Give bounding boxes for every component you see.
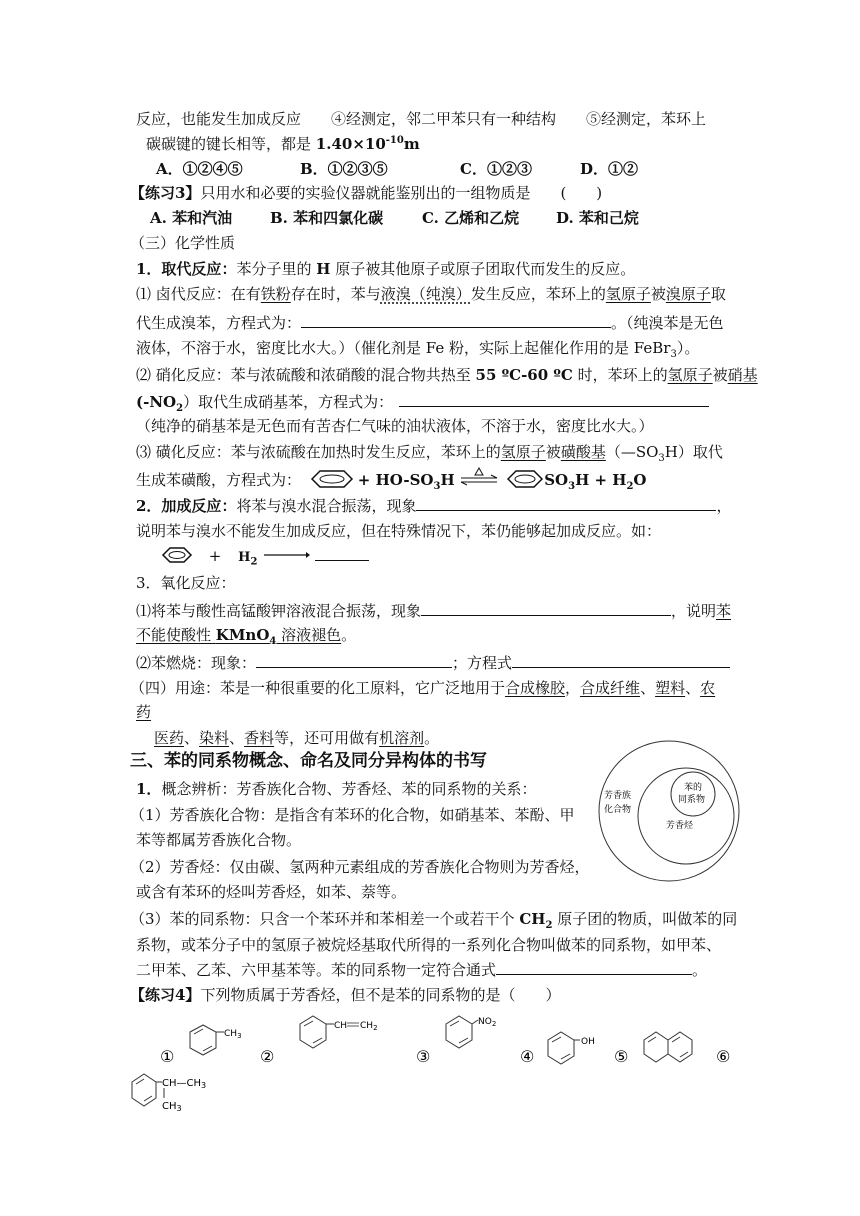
option-c: C．①②③: [460, 160, 532, 178]
oxidation-line-2: 不能使酸性 KMnO$_4$ 溶液褪色。: [136, 626, 357, 647]
svg-text:CH3: $CH_3$: [162, 1101, 182, 1113]
concept-line-8: 二甲苯、乙苯、六甲基苯等。苯的同系物一定符合通式 。: [136, 958, 707, 981]
label-2: ②: [260, 1047, 275, 1066]
subsection-title: 1．取代反应：: [136, 260, 237, 278]
label-5: ⑤: [614, 1047, 629, 1066]
addition-line-2: 说明苯与溴水不能发生加成反应，但在特殊情况下，苯仍能够起加成反应。如：: [136, 522, 662, 540]
svg-text:CH: CH: [334, 1021, 348, 1031]
benzene-ring-icon: [504, 469, 544, 489]
label-3: ③: [416, 1047, 431, 1066]
exercise-tag: 【练习4】: [130, 986, 201, 1004]
concept-line-6: （3）苯的同系物：只含一个苯环并和苯相差一个或若干个 $CH_2$ 原子团的物质，叫做苯的同: [130, 910, 738, 931]
venn-inner-label: 苯的: [684, 783, 703, 793]
structure-naphthalene: [644, 1032, 692, 1062]
oxidation-line-1: ⑴将苯与酸性高锰酸钾溶液混合振荡，现象 ，说明苯: [136, 599, 731, 622]
sulfonation-line: ⑶ 磺化反应：苯与浓硫酸在加热时发生反应，苯环上的氢原子被磺酸基$(—SO_3H)$取代: [136, 443, 723, 464]
venn-inner-circle: [671, 772, 715, 816]
answer-blank[interactable]: [421, 599, 671, 616]
uses-line: （四）用途：苯是一种很重要的化工原料，它广泛地用于合成橡胶，合成纤维、塑料、农: [130, 679, 716, 697]
venn-diagram: [596, 738, 744, 886]
structure-styrene: [300, 1016, 378, 1048]
nitration-line-2: $(-NO_2)$取代生成硝基苯，方程式为：: [136, 390, 709, 413]
halogenation-line-2: 代生成溴苯，方程式为： 。（纯溴苯是无色: [136, 311, 724, 334]
concept-line-7: 系物，或苯分子中的氢原子被烷烃基取代所得的一系列化合物叫做苯的同系物，如甲苯、: [136, 936, 722, 954]
substitution-line: 1．取代反应：苯分子里的 H 原子被其他原子或原子团取代而发生的反应。: [136, 260, 636, 278]
exercise-3-options: [150, 207, 639, 229]
answer-blank[interactable]: [399, 390, 709, 407]
answer-options: [156, 158, 638, 180]
uses-line-2: 药: [136, 703, 152, 721]
halogenation-line-3: 液体，不溶于水，密度比水大。）（催化剂是 Fe 粉，实际上起催化作用的是 FeBr$_3$）。: [136, 339, 700, 360]
concept-line-5: 或含有苯环的烃叫芳香烃，如苯、萘等。: [136, 883, 407, 901]
question-text: 反应，也能发生加成反应 ④经测定，邻二甲苯只有一种结构 ⑤经测定，苯环上: [136, 110, 707, 128]
benzene-ring-icon: [160, 546, 194, 564]
venn-inner-label: 同系物: [678, 795, 706, 805]
section-heading: （三）化学性质: [130, 234, 236, 252]
sulfonation-equation: 生成苯磺酸，方程式为： + $HO-SO_3H$ $SO_3H + H_2O$: [136, 467, 647, 491]
nitration-note: （纯净的硝基苯是无色而有苦杏仁气味的油状液体，不溶于水，密度比水大。）: [136, 417, 654, 435]
addition-equation: + $H_2$: [160, 545, 369, 569]
addition-line: 2．加成反应：将苯与溴水混合振荡，现象 ，: [136, 494, 731, 517]
svg-text:CH3: $CH_3$: [224, 1029, 242, 1040]
exercise-3: [130, 182, 602, 204]
answer-blank[interactable]: [416, 494, 716, 511]
reversible-heat-arrow-icon: [459, 467, 499, 489]
answer-blank[interactable]: [512, 651, 730, 668]
exercise-4: [130, 984, 560, 1006]
structure-isopropylbenzene: [126, 1066, 236, 1114]
section-3-title: 三、苯的同系物概念、命名及同分异构体的书写: [130, 751, 487, 771]
concept-line-4: （2）芳香烃：仅由碳、氢两种元素组成的芳香族化合物则为芳香烃，: [130, 858, 590, 876]
svg-text:NO2: $NO_2$: [478, 1017, 497, 1028]
svg-text:CH2: $CH_2$: [360, 1021, 378, 1032]
combustion-line: ⑵苯燃烧：现象： ；方程式: [136, 651, 730, 674]
venn-outer-label: 化合物: [604, 805, 632, 815]
option-b: B．①②③⑤: [300, 160, 388, 178]
concept-line-2: （1）芳香族化合物：是指含有苯环的化合物，如硝基苯、苯酚、甲: [130, 806, 575, 824]
label-6: ⑥: [716, 1047, 731, 1066]
exercise-text: 下列物质属于芳香烃，但不是苯的同系物的是（ ）: [200, 986, 561, 1004]
oxidation-title: 3．氧化反应：: [136, 574, 236, 592]
option-b: B. 苯和四氯化碳: [270, 209, 384, 227]
answer-blank[interactable]: [496, 958, 692, 975]
exercise-tag: 【练习3】: [130, 184, 201, 202]
option-d: D. 苯和己烷: [556, 209, 639, 227]
benzene-ring-icon: [306, 469, 358, 489]
structures-row: [150, 1010, 750, 1116]
question-text: 碳碳键的键长相等，都是: [146, 135, 316, 153]
option-c: C. 乙烯和乙烷: [422, 209, 520, 227]
structure-toluene: [190, 1025, 242, 1055]
venn-outer-label: 芳香族: [604, 791, 632, 801]
answer-blank[interactable]: [256, 651, 452, 668]
label-1: ①: [160, 1047, 175, 1066]
option-a: A. 苯和汽油: [150, 209, 233, 227]
exercise-text: 只用水和必要的实验仪器就能鉴别出的一组物质是 ( ): [200, 184, 603, 202]
svg-text:OH: OH: [581, 1037, 595, 1047]
svg-text:CH—CH3: $CH—CH_3$: [162, 1078, 207, 1090]
answer-blank[interactable]: [301, 311, 611, 328]
structure-phenol: [548, 1032, 595, 1064]
bond-length: $1.40\times 10^{-10}m$: [315, 135, 420, 153]
venn-middle-label: 芳香烃: [666, 821, 694, 831]
option-d: D．①②: [580, 160, 639, 178]
label-4: ④: [520, 1047, 535, 1066]
nitration-line: ⑵ 硝化反应：苯与浓硫酸和浓硝酸的混合物共热至 55 ºC-60 ºC 时，苯环上的氢原子被硝基: [136, 366, 758, 384]
halogenation-line: ⑴ 卤代反应：在有铁粉存在时，苯与液溴（纯溴）发生反应，苯环上的氢原子被溴原子取: [136, 285, 726, 303]
question-text-line: [146, 133, 420, 155]
concept-line-1: 1．概念辨析：芳香族化合物、芳香烃、苯的同系物的关系：: [136, 780, 537, 798]
structure-nitrobenzene: [446, 1016, 496, 1048]
uses-line-3: 医药、染料、香料等，还可用做有机溶剂。: [154, 729, 440, 747]
question-text-line: [136, 108, 706, 130]
option-a: A．①②④⑤: [156, 160, 243, 178]
answer-blank[interactable]: [315, 548, 369, 561]
reaction-arrow-icon: [262, 550, 310, 560]
concept-line-3: 苯等都属芳香族化合物。: [136, 831, 302, 849]
